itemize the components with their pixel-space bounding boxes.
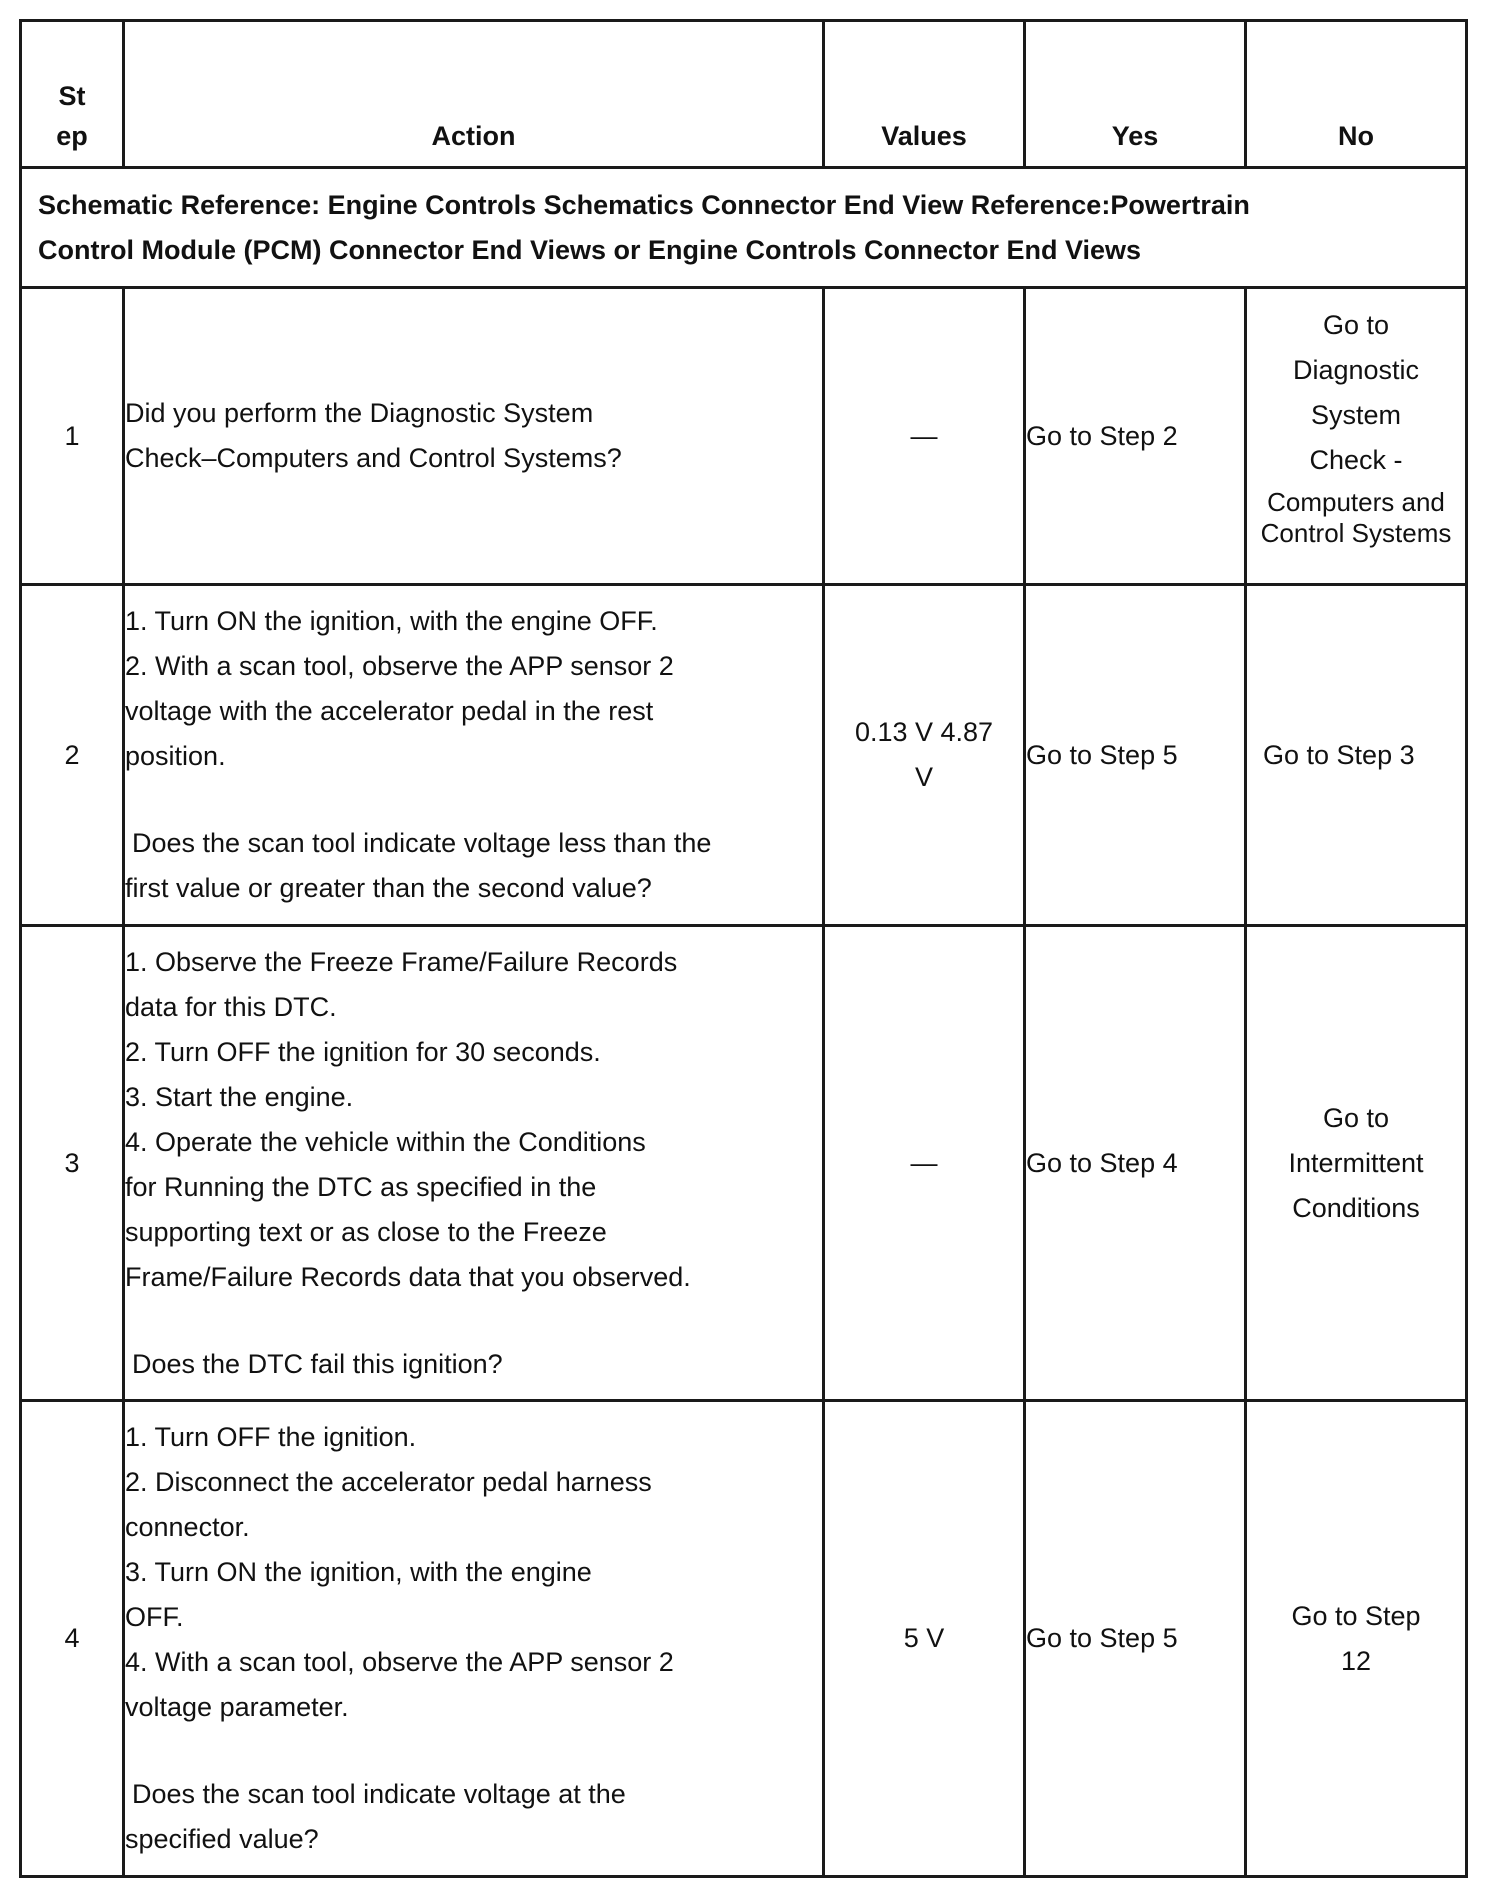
action-question: specified value? — [125, 1824, 319, 1854]
header-step-line1: St — [58, 81, 86, 111]
action-line: 3. Start the engine. — [125, 1081, 354, 1112]
action-line: Frame/Failure Records data that you observed. — [125, 1261, 691, 1292]
no-line: Diagnostic — [1292, 355, 1420, 385]
no-line: Computers and — [1267, 487, 1445, 517]
value-line: V — [914, 762, 933, 792]
action-line: position. — [125, 741, 226, 771]
no-line: Control Systems — [1260, 518, 1452, 548]
action-line: OFF. — [125, 1602, 184, 1632]
action-line: data for this DTC. — [125, 991, 337, 1022]
action-line: 1. Observe the Freeze Frame/Failure Records — [125, 946, 678, 977]
action-line: 1. Turn ON the ignition, with the engine OFF. — [125, 606, 658, 636]
yes-cell: Go to Step 2 — [1025, 288, 1246, 585]
no-line: Conditions — [1292, 1192, 1420, 1223]
header-row — [21, 21, 1467, 168]
no-line: Intermittent — [1288, 1147, 1424, 1178]
header-values: Values — [824, 21, 1025, 168]
header-yes: Yes — [1025, 21, 1246, 168]
header-no: No — [1246, 21, 1467, 168]
action-line: connector. — [125, 1512, 250, 1542]
action-line: 1. Turn OFF the ignition. — [125, 1422, 417, 1452]
yes-cell: Go to Step 5 — [1025, 585, 1246, 926]
action-line: voltage parameter. — [125, 1692, 349, 1722]
action-cell — [124, 288, 824, 585]
action-line: 4. With a scan tool, observe the APP sensor 2 — [125, 1647, 674, 1677]
header-action: Action — [124, 21, 824, 168]
action-line: 2. With a scan tool, observe the APP sensor 2 — [125, 651, 674, 681]
action-question: Does the scan tool indicate voltage less than the — [132, 828, 712, 858]
header-step-line2: ep — [56, 121, 88, 151]
yes-cell: Go to Step 5 — [1025, 1401, 1246, 1877]
action-question: Does the scan tool indicate voltage at the — [132, 1779, 626, 1809]
action-line: supporting text or as close to the Freeze — [125, 1216, 607, 1247]
no-cell — [1246, 926, 1467, 1401]
value-cell: — — [824, 926, 1025, 1401]
no-line: System — [1310, 400, 1402, 430]
action-question: Does the DTC fail this ignition? — [132, 1348, 503, 1379]
action-cell — [124, 585, 824, 926]
step-number: 4 — [21, 1401, 124, 1877]
table-row — [21, 288, 1467, 585]
action-line: 2. Disconnect the accelerator pedal harness — [125, 1467, 652, 1497]
table-row — [21, 1401, 1467, 1877]
value-cell: — — [824, 288, 1025, 585]
step-number: 3 — [21, 926, 124, 1401]
action-question: first value or greater than the second value? — [125, 873, 652, 903]
yes-cell: Go to Step 4 — [1025, 926, 1246, 1401]
no-line: Check - — [1309, 445, 1403, 475]
value-cell — [824, 585, 1025, 926]
no-cell — [1246, 1401, 1467, 1877]
step-number: 1 — [21, 288, 124, 585]
reference-line-1: Schematic Reference: Engine Controls Schematics Connector End View Reference:Powertrain — [38, 189, 1250, 220]
schematic-reference-row — [21, 168, 1467, 288]
action-line: voltage with the accelerator pedal in the rest — [125, 696, 654, 726]
diagnostic-table — [19, 19, 1468, 1878]
action-line: Did you perform the Diagnostic System — [125, 398, 594, 428]
no-line: 12 — [1340, 1645, 1372, 1676]
value-cell: 5 V — [824, 1401, 1025, 1877]
action-line: Check–Computers and Control Systems? — [125, 443, 622, 473]
table-row — [21, 585, 1467, 926]
header-step — [21, 21, 124, 168]
value-line: 0.13 V 4.87 — [854, 717, 994, 747]
action-cell — [124, 1401, 824, 1877]
action-line: for Running the DTC as specified in the — [125, 1171, 597, 1202]
action-line: 4. Operate the vehicle within the Conditions — [125, 1126, 646, 1157]
table-row — [21, 926, 1467, 1401]
step-number: 2 — [21, 585, 124, 926]
no-cell — [1246, 288, 1467, 585]
no-cell: Go to Step 3 — [1246, 585, 1467, 926]
no-line: Go to — [1322, 310, 1390, 340]
reference-line-2: Control Module (PCM) Connector End Views or Engine Controls Connector End Views — [38, 234, 1142, 265]
schematic-reference — [21, 168, 1467, 288]
action-cell — [124, 926, 824, 1401]
action-line: 2. Turn OFF the ignition for 30 seconds. — [125, 1036, 601, 1067]
action-line: 3. Turn ON the ignition, with the engine — [125, 1557, 592, 1587]
no-line: Go to Step — [1291, 1600, 1421, 1631]
no-line: Go to — [1322, 1102, 1390, 1133]
